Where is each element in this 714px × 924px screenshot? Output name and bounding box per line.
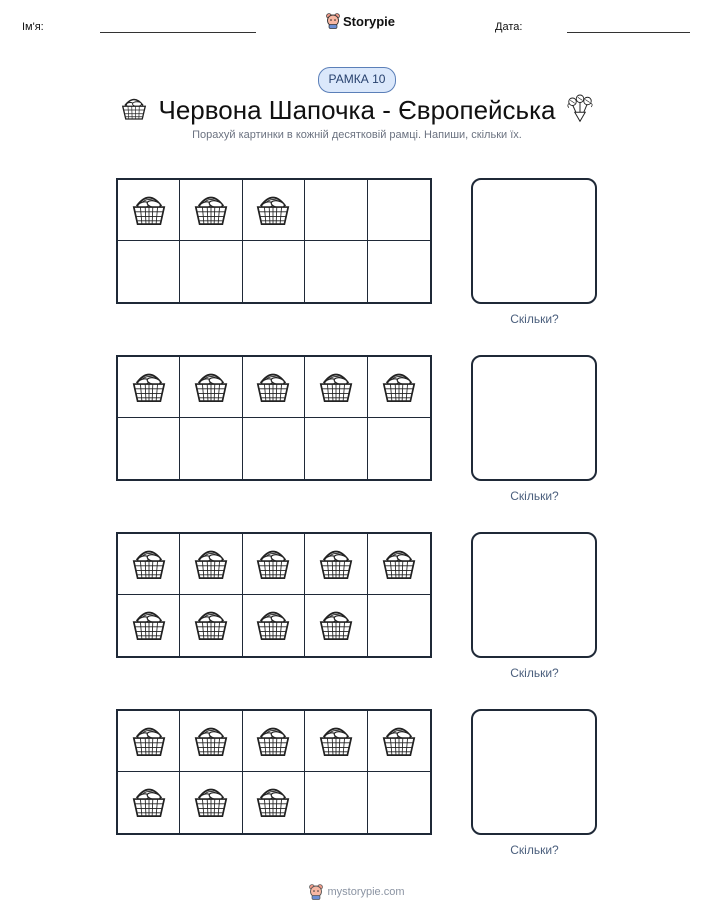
- basket-icon: [254, 365, 292, 410]
- basket-icon: [130, 365, 168, 410]
- basket-icon: [380, 542, 418, 587]
- frame-cell: [118, 595, 180, 656]
- frame-cell: [118, 418, 180, 479]
- frame-cell: [305, 357, 367, 418]
- frame-cell: [368, 534, 430, 595]
- answer-box-3[interactable]: [471, 532, 597, 658]
- frame-cell: [305, 595, 367, 656]
- basket-icon: [192, 719, 230, 764]
- basket-icon: [192, 603, 230, 648]
- frame-cell: [368, 241, 430, 302]
- frame-cell: [305, 534, 367, 595]
- frame-cell: [118, 711, 180, 772]
- basket-icon: [192, 188, 230, 233]
- basket-icon: [192, 365, 230, 410]
- basket-icon: [317, 719, 355, 764]
- frame-cell: [243, 241, 305, 302]
- storypie-bear-icon: [309, 884, 323, 900]
- ten-frame-3: [116, 532, 432, 658]
- logo-text: Storypie: [343, 13, 396, 29]
- basket-icon: [254, 603, 292, 648]
- frame-cell: [243, 418, 305, 479]
- answer-box-2[interactable]: [471, 355, 597, 481]
- frame-cell: [118, 357, 180, 418]
- frame-cell: [368, 180, 430, 241]
- frame-cell: [243, 711, 305, 772]
- frame-cell: [180, 711, 242, 772]
- frame-cell: [305, 241, 367, 302]
- basket-icon: [317, 603, 355, 648]
- how-many-label-4: Скільки?: [510, 843, 559, 857]
- frame-cell: [305, 418, 367, 479]
- basket-icon: [130, 603, 168, 648]
- frame-cell: [118, 534, 180, 595]
- answer-box-4[interactable]: [471, 709, 597, 835]
- frame-cell: [368, 772, 430, 833]
- frame-cell: [180, 418, 242, 479]
- ten-frame-2: [116, 355, 432, 481]
- basket-icon: [317, 542, 355, 587]
- how-many-label-2: Скільки?: [510, 489, 559, 503]
- basket-icon: [254, 542, 292, 587]
- storypie-logo: [326, 13, 395, 29]
- basket-icon: [254, 719, 292, 764]
- basket-icon: [119, 92, 149, 127]
- frame-badge: РАМКА 10: [318, 67, 396, 93]
- basket-icon: [192, 780, 230, 825]
- frame-cell: [368, 357, 430, 418]
- basket-icon: [130, 188, 168, 233]
- frame-cell: [118, 180, 180, 241]
- frame-cell: [180, 772, 242, 833]
- frame-cell: [180, 357, 242, 418]
- answer-box-1[interactable]: [471, 178, 597, 304]
- frame-cell: [180, 180, 242, 241]
- basket-icon: [254, 188, 292, 233]
- basket-icon: [130, 719, 168, 764]
- ten-frame-1: [116, 178, 432, 304]
- basket-icon: [380, 365, 418, 410]
- frame-cell: [243, 534, 305, 595]
- frame-cell: [180, 534, 242, 595]
- how-many-label-3: Скільки?: [510, 666, 559, 680]
- date-line[interactable]: [567, 32, 690, 33]
- footer: [0, 884, 714, 900]
- frame-cell: [243, 357, 305, 418]
- frame-cell: [368, 595, 430, 656]
- name-line[interactable]: [100, 32, 256, 33]
- frame-cell: [243, 180, 305, 241]
- basket-icon: [130, 542, 168, 587]
- frame-cell: [243, 772, 305, 833]
- instructions: Порахуй картинки в кожній десятковій рамці. Напиши, скільки їх.: [192, 129, 522, 141]
- basket-icon: [254, 780, 292, 825]
- frame-cell: [368, 711, 430, 772]
- basket-icon: [130, 780, 168, 825]
- basket-icon: [192, 542, 230, 587]
- frame-cell: [180, 241, 242, 302]
- frame-cell: [368, 418, 430, 479]
- basket-icon: [380, 719, 418, 764]
- ten-frame-4: [116, 709, 432, 835]
- frame-cell: [118, 241, 180, 302]
- how-many-label-1: Скільки?: [510, 312, 559, 326]
- frame-cell: [305, 772, 367, 833]
- name-label: Ім'я:: [22, 21, 44, 33]
- frame-cell: [305, 180, 367, 241]
- storypie-bear-icon: [326, 13, 340, 29]
- frame-cell: [305, 711, 367, 772]
- basket-icon: [317, 365, 355, 410]
- frame-cell: [118, 772, 180, 833]
- frame-cell: [180, 595, 242, 656]
- page-title: Червона Шапочка - Європейська: [158, 95, 556, 125]
- frame-cell: [243, 595, 305, 656]
- flower-bouquet-icon: [565, 91, 595, 128]
- date-label: Дата:: [495, 21, 523, 33]
- footer-site: mystorypie.com: [327, 886, 405, 898]
